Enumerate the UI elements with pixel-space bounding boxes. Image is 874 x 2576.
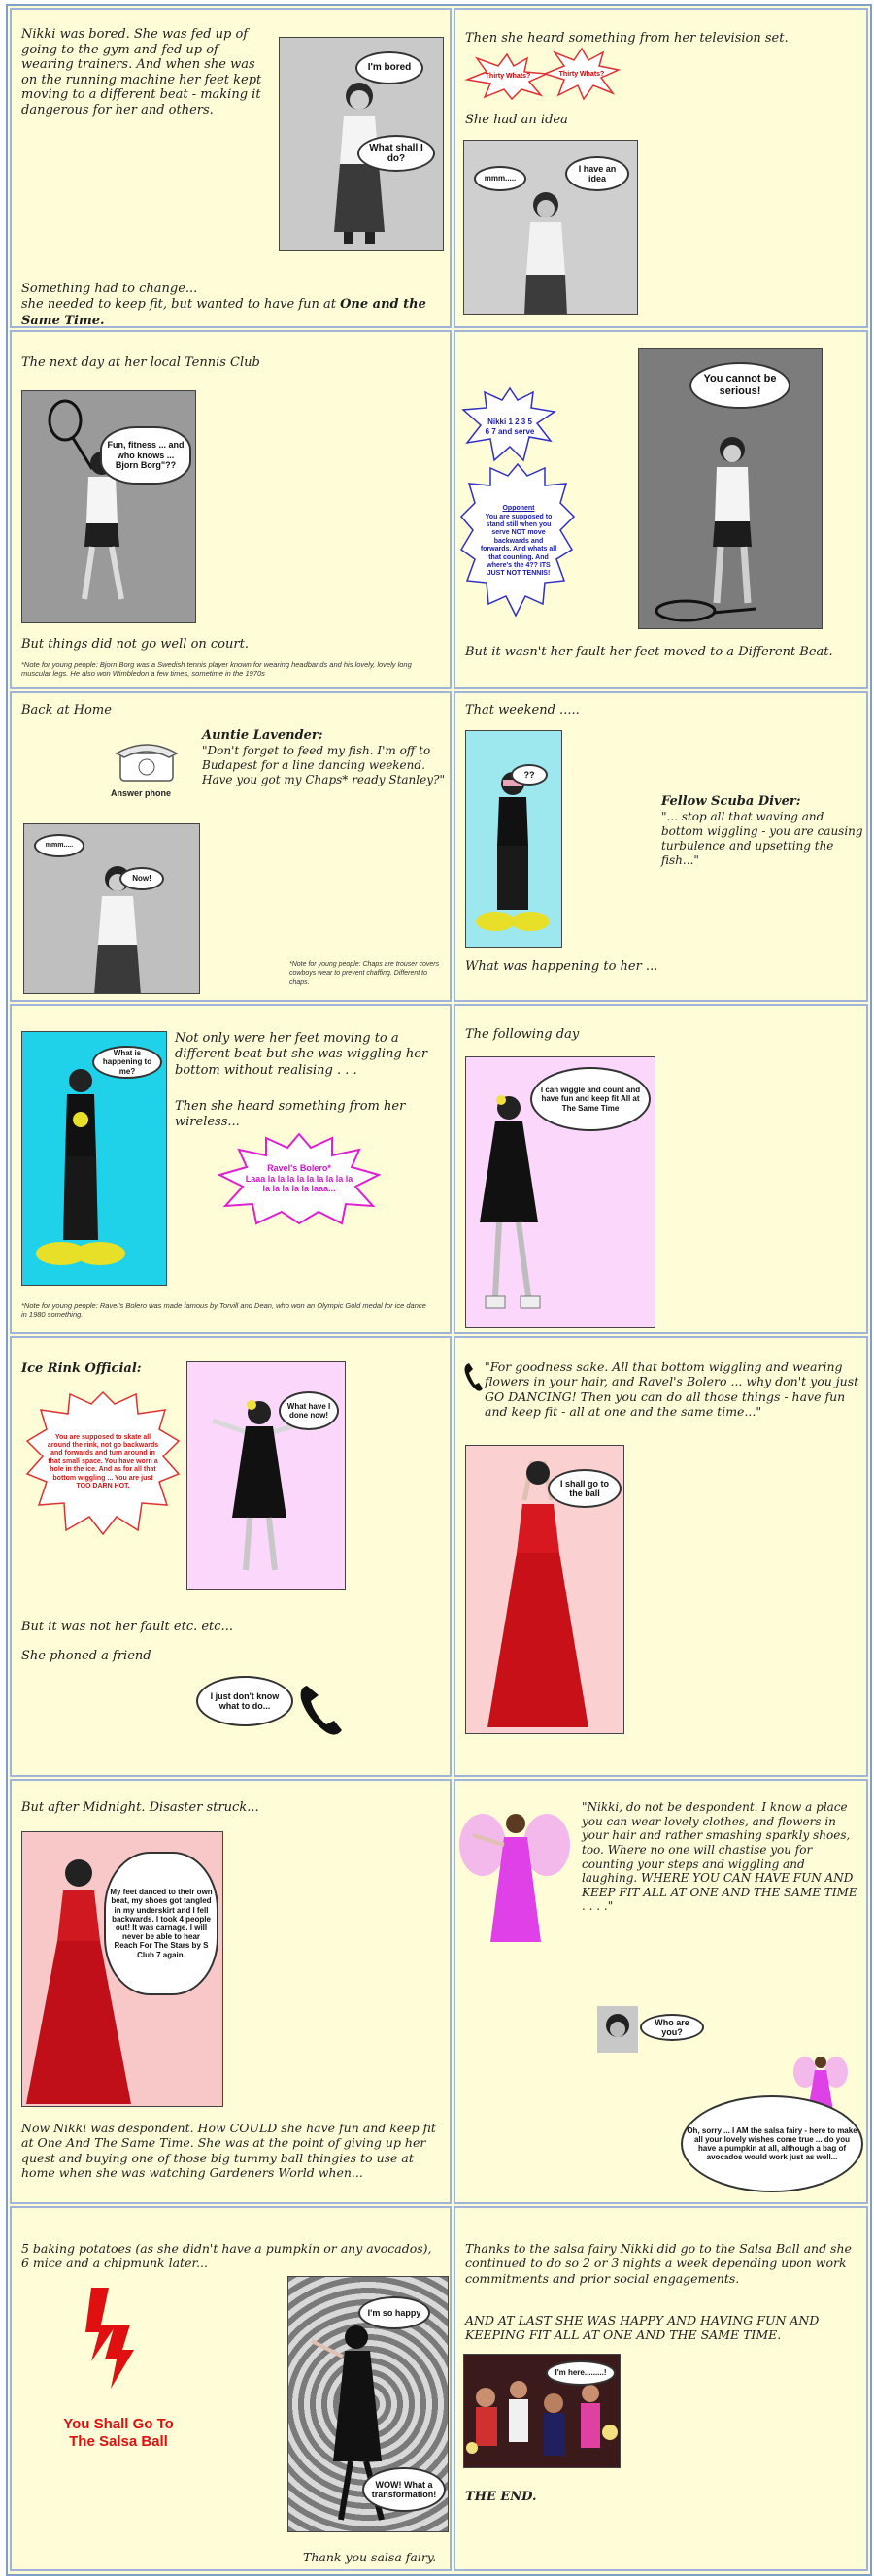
speech-bubble-idea: I have an idea [565,156,629,191]
speech-bubble-what-shall: What shall I do? [357,135,435,172]
panel-9 [10,1336,452,1777]
panel-1-bottom-2-text: she needed to keep fit, but wanted to have fun at [21,297,341,312]
panel-3 [10,330,452,689]
panel-5-photo [23,823,200,994]
panel-1-bottom-2 [21,297,449,328]
panel-10-photo [465,1445,624,1734]
panel-13-photo [287,2276,449,2532]
speech-bubble-wow: WOW! What a transformation! [362,2467,446,2512]
panel-4 [454,330,868,689]
panel-11-photo [21,1831,223,2107]
lightning-bolt-icon [72,2286,140,2392]
panel-1-photo [279,37,444,251]
panel-14-photo [463,2354,621,2468]
burst-official: You are supposed to skate all around the rink, not go backwards and forwards and turn around in that small space. You have worn a hole in the ice. And as for all that bottom wiggling ... You are just TOO DARN HOT. [47,1433,159,1489]
speech-bubble-bored: I'm bored [355,51,423,84]
speech-bubble-mmm-2: mmm..... [34,834,84,857]
official-name: Ice Rink Official: [21,1361,142,1376]
panel-5 [10,691,452,1002]
panel-7-note: *Note for young people: Ravel's Bolero was made famous by Torvill and Dean, who won an Olympic Gold medal for ice dance in 1980 something. [21,1301,426,1320]
panel-10-text: "For goodness sake. All that bottom wiggling and wearing flowers in your hair, and Ravel's Bolero ... why don't you just GO DANCING! Then you can do all those things - have fun and keep fit - all at one and the same time..." [485,1359,859,1419]
diver-text: "... stop all that waving and bottom wiggling - you are causing turbulence and upsetting the fish..." [661,810,863,867]
panel-4-bottom: But it wasn't her fault her feet moved to a Different Beat. [465,645,833,659]
speech-bubble-question: ?? [511,764,548,786]
panel-5-note: *Note for young people: Chaps are trouser covers cowboys wear to prevent chaffing. Different to chaps. [289,961,440,986]
comic-page [6,4,872,2576]
nikki-small-portrait [597,2006,638,2053]
telephone-icon [113,740,181,785]
panel-4-photo [638,348,823,629]
nikki-small-face [597,2006,638,2053]
panel-8-photo [465,1056,656,1328]
panel-1-bottom-1: Something had to change... [21,282,198,296]
speech-bubble-happening: What is happening to me? [92,1046,162,1079]
panel-14 [454,2206,868,2571]
panel-12-text: "Nikki, do not be despondent. I know a place you can wear lovely clothes, and flowers in your hair and rather smashing sparkly shoes, too. Where no one will chastise you for counting your steps and wiggling and laughing. WHERE YOU CAN HAVE FUN AND KEEP FIT ALL AT ONE AND THE SAME TIME . . . ." [582,1800,857,1914]
speech-bubble-ball: I shall go to the ball [548,1469,622,1508]
panel-3-note: *Note for young people: Bjorn Borg was a Swedish tennis player known for wearing headbands and his lovely, lovely long muscular legs. He also won Wimbledon a few times, sometime in the 1970s [21,660,412,679]
burst-thirty-2: Thirty Whats? [558,70,605,78]
nikki-snorkel-figure [466,731,562,948]
panel-7 [10,1004,452,1334]
panel-12 [454,1779,868,2204]
speech-bubble-disaster: My feet danced to their own beat, my shoes got tangled in my underskirt and I fell backwards. I took 4 people out! It was carnage. I will never be able to hear Reach For The Stars by S Club 7 again. [104,1852,218,1995]
panel-6-text: That weekend ..... [465,703,580,718]
panel-6 [454,691,868,1002]
diver-name: Fellow Scuba Diver: [661,794,801,809]
panel-1 [10,8,452,328]
speech-bubble-dont-know: I just don't know what to do... [196,1676,293,1726]
burst-opponent-title: Opponent [502,505,535,513]
speech-bubble-who: Who are you? [640,2014,704,2041]
panel-2-photo [463,140,638,315]
panel-7-text-2: Then she heard something from her wireless... [175,1099,406,1130]
panel-13 [10,2206,452,2571]
speech-bubble-wiggle: I can wiggle and count and have fun and keep fit All at The Same Time [530,1067,651,1131]
panel-9-text-1: But it was not her fault etc. etc... [21,1620,233,1634]
burst-opponent-text: You are supposed to stand still when you serve NOT move backwards and forwards. And whats all that counting. And where's the 4?? ITS JUST NOT TENNIS! [480,513,557,578]
speech-bubble-bjorn: Fun, fitness ... and who knows ... Bjorn Borg"?? [100,426,191,485]
burst-opponent [479,482,558,602]
speech-bubble-mmm: mmm..... [474,166,526,191]
panel-8-text: The following day [465,1027,580,1042]
salsa-fairy-figure [457,1796,574,1961]
phone-handset-icon-2 [463,1361,483,1394]
panel-14-text-1: Thanks to the salsa fairy Nikki did go to the Salsa Ball and she continued to do so 2 or 3 nights a week depending upon work commitments and prior social engagements. [465,2241,852,2286]
salsa-ball-red-text: You Shall Go To The Salsa Ball [63,2416,174,2450]
panel-1-text: Nikki was bored. She was fed up of going to the gym and fed up of wearing trainers. And when she was on the running machine her feet kept moving to a different beat - making it dangerous for her and others. [21,27,262,117]
nikki-tennis-figure [22,391,196,623]
panel-9-text-2: She phoned a friend [21,1649,151,1663]
panel-2-text-2: She had an idea [465,113,568,127]
speech-bubble-fairy: Oh, sorry ... I AM the salsa fairy - here to make all your lovely wishes come true ... do you have a pumpkin at all, although a bag of avocados would work just as well... [681,2095,863,2192]
burst-bolero-text: Laaa la la la la la la la la la la la la la la laaa... [245,1173,353,1194]
speech-bubble-happy: I'm so happy [358,2296,430,2329]
panel-14-text-2: AND AT LAST SHE WAS HAPPY AND HAVING FUN AND KEEPING FIT ALL AT ONE AND THE SAME TIME. [465,2313,820,2343]
panel-5-text: Back at Home [21,703,112,718]
panel-3-text: The next day at her local Tennis Club [21,355,260,370]
panel-10 [454,1336,868,1777]
speech-bubble-done: What have I done now! [279,1391,339,1430]
panel-3-bottom: But things did not go well on court. [21,637,249,652]
panel-6-bottom: What was happening to her ... [465,959,658,974]
panel-2-text-1: Then she heard something from her television set. [465,31,789,46]
panel-13-bottom: Thank you salsa fairy. [303,2550,437,2564]
phone-label: Answer phone [111,788,172,798]
panel-2 [454,8,868,328]
auntie-text: "Don't forget to feed my fish. I'm off to Budapest for a line dancing weekend. Have you got my Chaps* ready Stanley?" [202,744,445,786]
panel-1-bottom-bold: One and the Same Time. [21,297,426,328]
panel-13-text: 5 baking potatoes (as she didn't have a pumpkin or any avocados), 6 mice and a chipmunk later... [21,2241,432,2271]
phone-handset-icon [297,1680,346,1738]
panel-6-photo [465,730,562,948]
speech-bubble-here: I'm here.........! [546,2360,616,2386]
panel-3-photo [21,390,196,623]
panel-11-bottom: Now Nikki was despondent. How COULD she have fun and keep fit at One And The Same Time. She was at the point of giving up her quest and buying one of those big tummy ball thingies to use at home when she was watching Gardeners World when... [21,2121,436,2180]
panel-9-photo [186,1361,346,1590]
burst-thirty-1: Thirty Whats? [485,72,531,80]
burst-bolero-title: Ravel's Bolero* [267,1162,331,1173]
panel-7-photo [21,1031,167,1286]
burst-bolero [245,1152,353,1206]
panel-11 [10,1779,452,2204]
panel-8 [454,1004,868,1334]
speech-bubble-serious: You cannot be serious! [689,362,790,409]
panel-7-text-1: Not only were her feet moving to a different beat but she was wiggling her bottom without realising . . . [175,1031,428,1078]
burst-serve: Nikki 1 2 3 5 6 7 and serve [485,418,535,436]
panel-11-text: But after Midnight. Disaster struck... [21,1800,259,1815]
the-end: THE END. [465,2490,537,2504]
speech-bubble-now: Now! [119,867,164,890]
auntie-name: Auntie Lavender: [202,728,323,743]
